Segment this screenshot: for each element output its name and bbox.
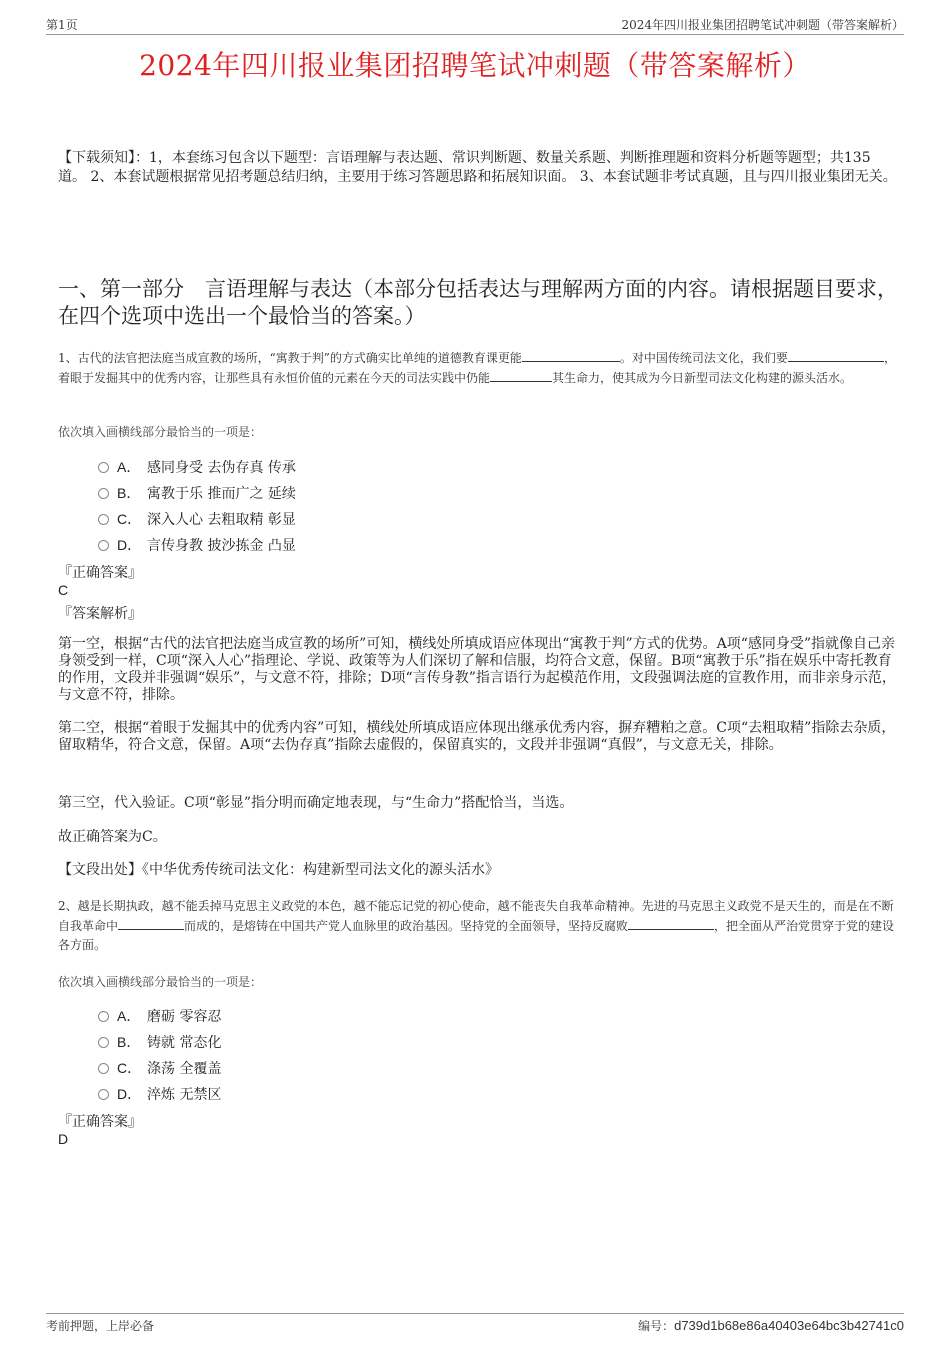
q1-option-a[interactable]: A． 感同身受 去伪存真 传承 <box>98 457 296 477</box>
q1-option-b[interactable]: B． 寓教于乐 推而广之 延续 <box>98 483 296 503</box>
q1-analysis-1: 第一空，根据“古代的法官把法庭当成宣教的场所”可知，横线处所填成语应体现出“寓教于判”方式的优势。A项“感同身受”指就像自己亲身领受到一样，C项“深入人心”指理论、学说、政策等为人们深切了解和信服，均符合文意，保留。B项“寓教于乐”指在娱乐中寄托教育的作用，文段并非强调“娱乐”，与文意不符，排除；D项“言传身教”指言语行为起模范作用，文段强调法庭的宣教作用，而非亲身示范，与文意不符，排除。 <box>58 636 896 703</box>
q2-option-d[interactable]: D． 淬炼 无禁区 <box>98 1084 221 1104</box>
q2-answer: D <box>58 1131 69 1147</box>
radio-icon[interactable] <box>98 540 109 551</box>
q1-answer: C <box>58 582 69 598</box>
radio-icon[interactable] <box>98 1011 109 1022</box>
radio-icon[interactable] <box>98 488 109 499</box>
q1-option-c[interactable]: C． 深入人心 去粗取精 彰显 <box>98 509 296 529</box>
radio-icon[interactable] <box>98 1037 109 1048</box>
correct-answer-label: 『正确答案』 <box>58 1114 142 1130</box>
q1-analysis-4: 故正确答案为C。 <box>58 829 167 845</box>
blank-line <box>522 348 620 362</box>
q2-option-c[interactable]: C． 涤荡 全覆盖 <box>98 1058 221 1078</box>
blank-line <box>490 368 552 382</box>
analysis-label: 『答案解析』 <box>58 606 142 622</box>
footer-slogan: 考前押题，上岸必备 <box>46 1319 155 1333</box>
q1-option-d[interactable]: D． 言传身教 披沙拣金 凸显 <box>98 535 296 555</box>
page-footer <box>46 1313 904 1338</box>
question-1-stem: 1、古代的法官把法庭当成宣教的场所，“寓教于判”的方式确实比单纯的道德教育课更能 。对中国传统司法文化，我们要 ，着眼于发掘其中的优秀内容，让那些具有永恒价值的元素在今天的司法实践中仍能 其生命力，使其成为今日新型司法文化构建的源头活水。 <box>58 348 898 388</box>
footer-code: 编号：d739d1b68e86a40403e64bc3b42741c0 <box>638 1318 904 1333</box>
q1-analysis-3: 第三空，代入验证。C项“彰显”指分明而确定地表现，与“生命力”搭配恰当，当选。 <box>58 795 574 811</box>
question-1-instruction: 依次填入画横线部分最恰当的一项是： <box>58 425 263 439</box>
radio-icon[interactable] <box>98 462 109 473</box>
page-number: 第1页 <box>46 18 78 32</box>
q1-source: 【文段出处】《中华优秀传统司法文化：构建新型司法文化的源头活水》 <box>58 862 499 878</box>
q1-analysis-2: 第二空，根据“着眼于发掘其中的优秀内容”可知，横线处所填成语应体现出继承优秀内容，摒弃糟粕之意。C项“去粗取精”指除去杂质，留取精华，符合文意，保留。A项“去伪存真”指除去虚假的，保留真实的，文段并非强调“真假”，与文意无关，排除。 <box>58 720 896 753</box>
q2-option-a[interactable]: A． 磨砺 零容忍 <box>98 1006 221 1026</box>
question-2-stem: 2、越是长期执政，越不能丢掉马克思主义政党的本色，越不能忘记党的初心使命，越不能丧失自我革命精神。先进的马克思主义政党不是天生的，而是在不断自我革命中 而成的，是熔铸在中国共产党人血脉里的政治基因。坚持党的全面领导，坚持反腐败 ，把全面从严治党贯穿于党的建设各方面。 <box>58 899 895 952</box>
blank-line <box>788 348 884 362</box>
section-heading: 一、第一部分 言语理解与表达（本部分包括表达与理解两方面的内容。请根据题目要求，在四个选项中选出一个最恰当的答案。） <box>58 277 898 328</box>
blank-line <box>628 916 714 930</box>
radio-icon[interactable] <box>98 514 109 525</box>
question-2-instruction: 依次填入画横线部分最恰当的一项是： <box>58 975 263 989</box>
header-doc-title: 2024年四川报业集团招聘笔试冲刺题（带答案解析） <box>621 18 904 32</box>
q2-option-b[interactable]: B． 铸就 常态化 <box>98 1032 221 1052</box>
radio-icon[interactable] <box>98 1063 109 1074</box>
page-title: 2024年四川报业集团招聘笔试冲刺题（带答案解析） <box>139 49 811 82</box>
radio-icon[interactable] <box>98 1089 109 1100</box>
page-header <box>46 16 904 35</box>
blank-line <box>118 916 184 930</box>
download-notice: 【下载须知】：1，本套练习包含以下题型：言语理解与表达题、常识判断题、数量关系题、判断推理题和资料分析题等题型；共135道。 2、本套试题根据常见招考题总结归纳，主要用于练习答题思路和拓展知识面。 3、本套试题非考试真题，且与四川报业集团无关。 <box>58 150 897 185</box>
correct-answer-label: 『正确答案』 <box>58 565 142 581</box>
